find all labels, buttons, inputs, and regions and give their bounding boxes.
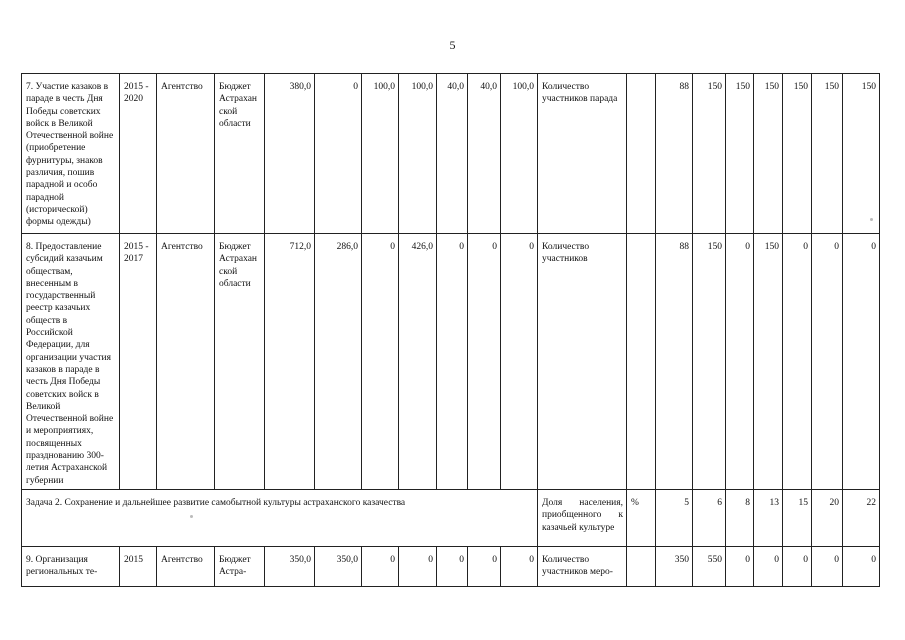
indicator-name: Количество участников bbox=[538, 234, 627, 490]
indicator-2018: 150 bbox=[783, 74, 812, 234]
task-row bbox=[22, 489, 880, 546]
funding-2019: 0 bbox=[468, 234, 501, 490]
task-indicator-2019: 20 bbox=[812, 489, 843, 546]
task-indicator-2018: 15 bbox=[783, 489, 812, 546]
funding-total: 380,0 bbox=[265, 74, 315, 234]
activity-period: 2015 - 2017 bbox=[120, 234, 157, 490]
funding-2016: 0 bbox=[362, 234, 399, 490]
indicator-2020: 0 bbox=[843, 546, 880, 586]
indicator-2016: 0 bbox=[726, 234, 754, 490]
scan-speck bbox=[190, 515, 193, 518]
indicator-2016: 150 bbox=[726, 74, 754, 234]
funding-2017: 426,0 bbox=[399, 234, 437, 490]
indicator-unit bbox=[627, 546, 656, 586]
program-activities-table bbox=[21, 73, 880, 587]
funding-2020: 0 bbox=[501, 234, 538, 490]
funding-source: Бюджет Астраханской области bbox=[215, 234, 265, 490]
funding-total: 350,0 bbox=[265, 546, 315, 586]
funding-total: 712,0 bbox=[265, 234, 315, 490]
task-indicator-name: Доля населения, приобщенного к казачьей культуре bbox=[538, 489, 627, 546]
activity-period: 2015 - 2020 bbox=[120, 74, 157, 234]
indicator-2019: 150 bbox=[812, 74, 843, 234]
task-indicator-base: 5 bbox=[656, 489, 693, 546]
activity-executor: Агентство bbox=[157, 234, 215, 490]
indicator-unit bbox=[627, 234, 656, 490]
indicator-2018: 0 bbox=[783, 546, 812, 586]
indicator-2019: 0 bbox=[812, 234, 843, 490]
task-indicator-2015: 6 bbox=[693, 489, 726, 546]
funding-2019: 40,0 bbox=[468, 74, 501, 234]
indicator-2015: 150 bbox=[693, 234, 726, 490]
task-title: Задача 2. Сохранение и дальнейшее развитие самобытной культуры астраханского казачества bbox=[22, 489, 538, 546]
funding-2020: 100,0 bbox=[501, 74, 538, 234]
task-indicator-2016: 8 bbox=[726, 489, 754, 546]
indicator-2015: 150 bbox=[693, 74, 726, 234]
activity-name: 9. Организация региональных те- bbox=[26, 554, 98, 578]
indicator-2020: 150 bbox=[843, 74, 880, 234]
funding-2017: 100,0 bbox=[399, 74, 437, 234]
indicator-2017: 150 bbox=[754, 234, 783, 490]
indicator-base: 350 bbox=[656, 546, 693, 586]
funding-2018: 0 bbox=[437, 234, 468, 490]
indicator-2017: 0 bbox=[754, 546, 783, 586]
task-indicator-2020: 22 bbox=[843, 489, 880, 546]
funding-2016: 100,0 bbox=[362, 74, 399, 234]
funding-2016: 0 bbox=[362, 546, 399, 586]
funding-2017: 0 bbox=[399, 546, 437, 586]
activity-executor: Агентство bbox=[157, 74, 215, 234]
funding-2018: 0 bbox=[437, 546, 468, 586]
indicator-2019: 0 bbox=[812, 546, 843, 586]
table-row bbox=[22, 546, 880, 586]
funding-2015: 0 bbox=[315, 74, 362, 234]
funding-2020: 0 bbox=[501, 546, 538, 586]
activity-name: 7. Участие казаков в параде в честь Дня Победы советских войск в Великой Отечественной войне (приобретение фурнитуры, знаков различия, пошив парадной и особо парадной (исторической) формы одежды) bbox=[22, 74, 120, 234]
funding-source: Бюджет Астраханской области bbox=[215, 74, 265, 234]
indicator-2017: 150 bbox=[754, 74, 783, 234]
funding-2018: 40,0 bbox=[437, 74, 468, 234]
indicator-name: Количество участников меро- bbox=[542, 554, 613, 578]
task-indicator-unit: % bbox=[627, 489, 656, 546]
indicator-2020: 0 bbox=[843, 234, 880, 490]
indicator-2015: 550 bbox=[693, 546, 726, 586]
funding-source: Бюджет Астра- bbox=[219, 554, 251, 578]
funding-2015: 350,0 bbox=[315, 546, 362, 586]
indicator-2018: 0 bbox=[783, 234, 812, 490]
funding-2015: 286,0 bbox=[315, 234, 362, 490]
indicator-name: Количество участников парада bbox=[538, 74, 627, 234]
indicator-2016: 0 bbox=[726, 546, 754, 586]
activity-period: 2015 bbox=[120, 546, 157, 586]
table-row bbox=[22, 234, 880, 490]
indicator-base: 88 bbox=[656, 234, 693, 490]
indicator-unit bbox=[627, 74, 656, 234]
indicator-base: 88 bbox=[656, 74, 693, 234]
table-row bbox=[22, 74, 880, 234]
activity-name: 8. Предоставление субсидий казачьим обществам, внесенным в государственный реестр казачьих обществ в Российской Федерации, для организации участия казаков в параде в честь Дня Победы советских войск в Великой Отечественной войне и мероприятиях, посвященных празднованию 300-летия Астраханской губернии bbox=[22, 234, 120, 490]
scan-speck bbox=[870, 218, 873, 221]
task-indicator-2017: 13 bbox=[754, 489, 783, 546]
funding-2019: 0 bbox=[468, 546, 501, 586]
activity-executor: Агентство bbox=[157, 546, 215, 586]
page-number: 5 bbox=[449, 38, 456, 52]
